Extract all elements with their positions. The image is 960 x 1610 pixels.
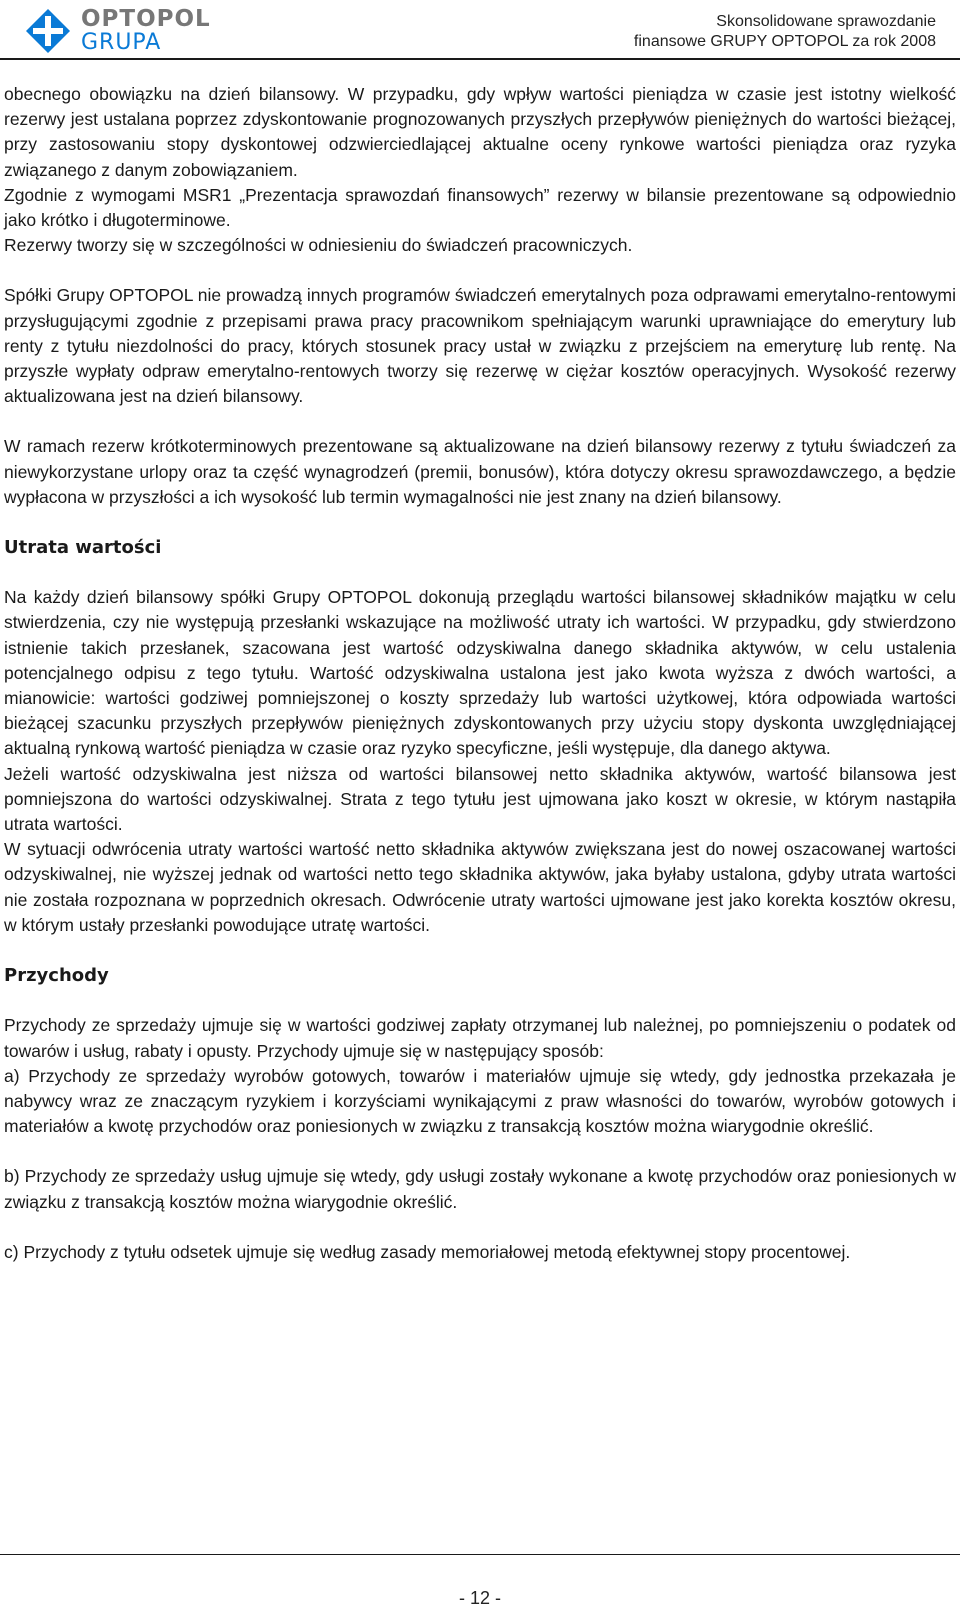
page-header bbox=[0, 0, 960, 62]
paragraph-impairment-loss: Jeżeli wartość odzyskiwalna jest niższa od wartości bilansowej netto składnika aktywów, wartość bilansowa jest pomniejszona do wartości odzyskiwalnej. Strata z tego tytułu jest ujmowana jako koszt w okresie, w którym nastąpiła utrata wartości. bbox=[4, 763, 956, 835]
optopol-diamond-icon bbox=[24, 7, 72, 55]
paragraph-short-term-provisions: W ramach rezerw krótkoterminowych prezentowane są aktualizowane na dzień bilansowy rezerwy z tytułu świadczeń za niewykorzystane urlopy oraz ta część wynagrodzeń (premii, bonusów), która dotyczy okresu sprawozdawczego, a będzie wypłacona w przyszłości a ich wysokość lub termin wymagalności nie jest znany na dzień bilansowy. bbox=[4, 436, 956, 507]
document-title bbox=[634, 12, 936, 52]
logo-wordmark-top: OPTOPOL bbox=[81, 6, 211, 32]
paragraph-impairment-reversal: W sytuacji odwrócenia utraty wartości wartość netto składnika aktywów zwiększana jest do nowej oszacowanej wartości odzyskiwalnej, nie wyższej jednak od wartości netto tego składnika aktywów, jaka byłaby ustalona, gdyby utrata wartości nie została rozpoznana w poprzednich okresach. Odwrócenie utraty wartości ujmowane jest jako korekta kosztów okresu, w którym ustały przesłanki powodujące utratę wartości. bbox=[4, 839, 956, 935]
document-title-line2: finansowe GRUPY OPTOPOL za rok 2008 bbox=[633, 33, 936, 50]
header-divider bbox=[0, 58, 960, 60]
paragraph-employee-benefits: Rezerwy tworzy się w szczególności w odniesieniu do świadczeń pracowniczych. bbox=[4, 235, 633, 256]
document-body bbox=[4, 82, 956, 1265]
footer-divider bbox=[0, 1554, 960, 1555]
paragraph-msr1: Zgodnie z wymogami MSR1 „Prezentacja sprawozdań finansowych” rezerwy w bilansie prezentowane są odpowiednio jako krótko i długoterminowe. bbox=[4, 184, 956, 231]
page-number: - 12 - bbox=[458, 1588, 501, 1608]
section-heading-impairment: Utrata wartości bbox=[4, 537, 162, 559]
paragraph-revenue-intro: Przychody ze sprzedaży ujmuje się w wartości godziwej zapłaty otrzymanej lub należnej, po pomniejszeniu o podatek od towarów i usług, rabaty i opusty. Przychody ujmuje się w następujący sposób: bbox=[4, 1015, 956, 1061]
optopol-logo bbox=[24, 4, 224, 56]
section-heading-revenue: Przychody bbox=[4, 965, 109, 987]
paragraph-revenue-goods: a) Przychody ze sprzedaży wyrobów gotowych, towarów i materiałów ujmuje się wtedy, gdy jednostka przekazała je nabywcy wraz ze znaczącym ryzykiem i korzyściami wynikającymi z praw własności do towarów, wyrobów gotowych i materiałów a kwotę przychodów oraz poniesionych w związku z transakcją kosztów można wiarygodnie określić. bbox=[4, 1065, 956, 1137]
paragraph-revenue-services: b) Przychody ze sprzedaży usług ujmuje się wtedy, gdy usługi zostały wykonane a kwotę przychodów oraz poniesionych w związku z transakcją kosztów można wiarygodnie określić. bbox=[4, 1166, 956, 1212]
paragraph-impairment-review: Na każdy dzień bilansowy spółki Grupy OPTOPOL dokonują przeglądu wartości bilansowej składników majątku w celu stwierdzenia, czy nie występują przesłanki wskazujące na możliwość utraty ich wartości. W przypadku, gdy stwierdzono istnienie takich przesłanek, szacowana jest wartość odzyskiwalna danego składnika aktywów, w celu ustalenia potencjalnego odpisu z tego tytułu. Wartość odzyskiwalna ustalona jest jako kwota wyższa z dwóch wartości, a mianowicie: wartości godziwej pomniejszonej o koszty sprzedaży lub wartości użytkowej, która odpowiada wartości bieżącej szacunku przyszłych przepływów pieniężnych zdyskontowanych przy użyciu stopy dyskonta uwzględniającej aktualną rynkową wartość pieniądza w czasie oraz ryzyko specyficzne, jeśli występuje, dla danego aktywa. bbox=[4, 587, 956, 759]
paragraph-provisions-discount: obecnego obowiązku na dzień bilansowy. W przypadku, gdy wpływ wartości pieniądza w czasie jest istotny wielkość rezerwy jest ustalana poprzez zdyskontowanie prognozowanych przyszłych przepływów pieniężnych do wartości bieżącej, przy zastosowaniu stopy dyskontowej odzwierciedlającej aktualne oceny rynkowe wartości pieniądza oraz ryzyka związanego z danym zobowiązaniem. bbox=[4, 84, 956, 180]
logo-wordmark-bottom: GRUPA bbox=[81, 30, 162, 55]
paragraph-retirement: Spółki Grupy OPTOPOL nie prowadzą innych programów świadczeń emerytalnych poza odprawami emerytalno-rentowymi przysługującymi zgodnie z przepisami prawa pracy pracownikom spełniającym warunki uprawniające do emerytury lub renty z tytułu niezdolności do pracy, których stosunek pracy ustał w związku z przejściem na emeryturę lub rentę. Na przyszłe wypłaty odpraw emerytalno-rentowych tworzy się rezerwę w ciężar kosztów operacyjnych. Wysokość rezerwy aktualizowana jest na dzień bilansowy. bbox=[4, 285, 956, 407]
document-title-line1: Skonsolidowane sprawozdanie bbox=[716, 13, 936, 30]
paragraph-revenue-interest: c) Przychody z tytułu odsetek ujmuje się według zasady memoriałowej metodą efektywnej stopy procentowej. bbox=[4, 1241, 851, 1262]
